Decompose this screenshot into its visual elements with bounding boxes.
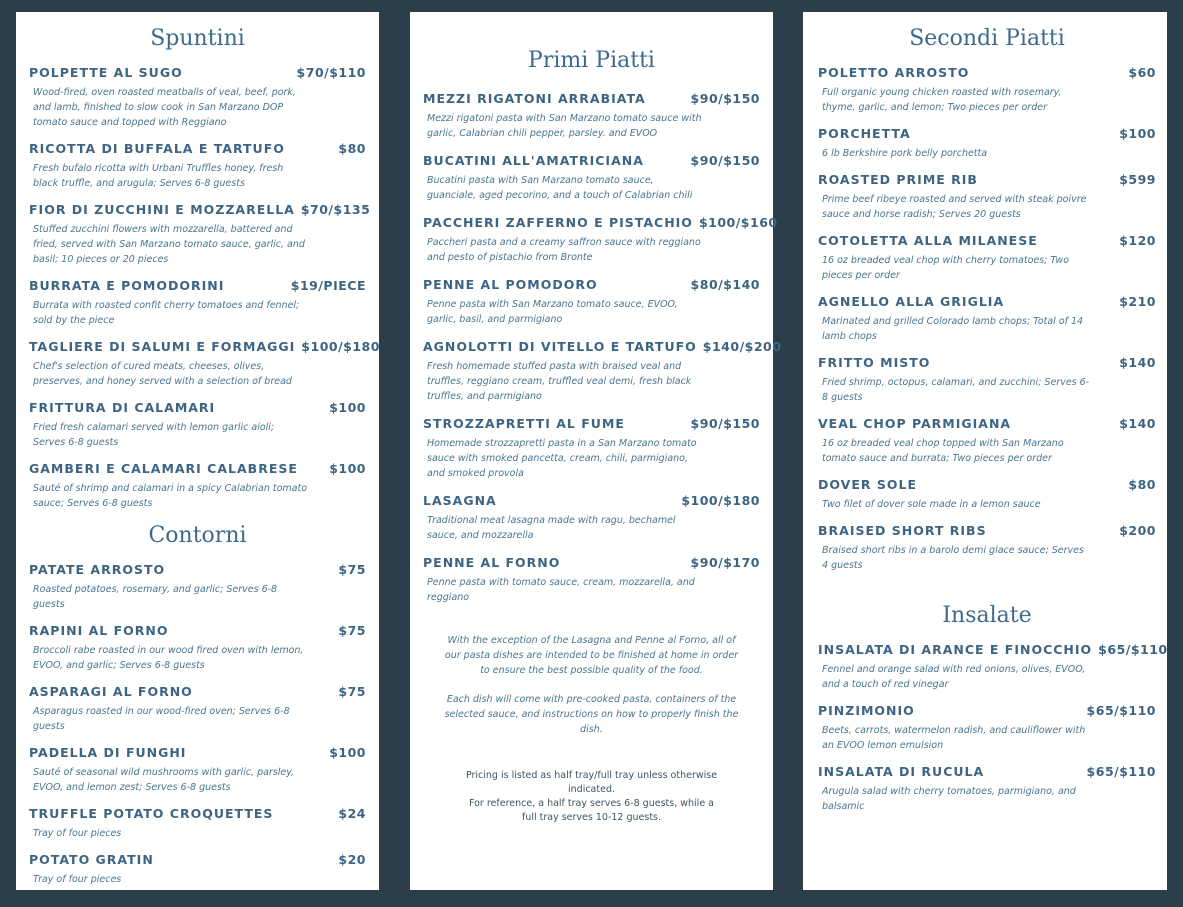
menu-item-description: Fresh homemade stuffed pasta with braised veal and truffles, reggiano cream, truffled veal demi, fresh black truffles, and parmigiano [427,361,692,402]
menu-item-name: GAMBERI E CALAMARI CALABRESE [29,461,298,476]
menu-item [29,461,366,511]
menu-item-price: $80 [1128,477,1156,492]
section-title-contorni: Contorni [148,523,247,548]
menu-item-header [818,294,1156,309]
menu-item-description: Fresh bufalo ricotta with Urbani Truffles honey, fresh black truffle, and arugula; Serves 6-8 guests [33,163,284,189]
menu-item-header [818,764,1156,779]
menu-item-price: $100/$160 [698,215,778,230]
menu-item-description: Full organic young chicken roasted with rosemary, thyme, garlic, and lemon; Two pieces per order [822,87,1062,113]
menu-item-price: $80 [338,141,366,156]
menu-item [423,493,760,543]
menu-item-name: INSALATA DI RUCULA [818,764,985,779]
menu-item [818,294,1156,344]
menu-item-name: DOVER SOLE [818,477,917,492]
menu-item [29,339,380,389]
menu-item [423,153,760,203]
menu-item-price: $90/$170 [690,555,760,570]
menu-item [818,355,1156,405]
menu-item-name: ASPARAGI AL FORNO [29,684,193,699]
menu-item-header [29,339,380,354]
menu-item-header [818,233,1156,248]
menu-item-description: Penne pasta with tomato sauce, cream, mozzarella, and reggiano [427,577,695,603]
menu-item-price: $599 [1119,172,1156,187]
menu-item-price: $100/$180 [301,339,380,354]
menu-item-description: Mezzi rigatoni pasta with San Marzano tomato sauce with garlic, Calabrian chili pepper, parsley. and EVOO [427,113,702,139]
section-title-secondi: Secondi Piatti [909,26,1065,51]
menu-item-name: BURRATA E POMODORINI [29,278,225,293]
menu-item-price: $70/$135 [300,202,371,217]
menu-item-description: 16 oz breaded veal chop topped with San Marzano tomato sauce and burrata; Two pieces per order [822,438,1064,464]
menu-item-description: Burrata with roasted confit cherry tomatoes and fennel; sold by the piece [33,300,300,326]
menu-item [423,91,760,141]
menu-item-price: $140/$200 [702,339,782,354]
menu-item-name: PADELLA DI FUNGHI [29,745,187,760]
menu-item-price: $75 [338,623,366,638]
menu-item-header [423,215,778,230]
menu-item-price: $140 [1119,416,1156,431]
secondi-list [818,65,1156,573]
menu-item-price: $90/$150 [690,416,760,431]
menu-item-header [29,562,366,577]
menu-item [423,277,760,327]
menu-item [29,684,366,734]
menu-item-header [423,91,760,106]
menu-item-price: $75 [338,562,366,577]
menu-item-header [818,355,1156,370]
menu-item [29,852,366,887]
pasta-note-finish: With the exception of the Lasagna and Penne al Forno, all of our pasta dishes are intended to be finished at home in order to ensure the best possible quality of the food. [444,635,739,676]
section-title-spuntini: Spuntini [150,26,245,51]
menu-item-header [29,400,366,415]
menu-item-description: Wood-fired, oven roasted meatballs of veal, beef, pork, and lamb, finished to slow cook in San Marzano DOP tomato sauce and topped with Reggiano [33,87,296,128]
section-title-primi: Primi Piatti [528,48,655,73]
menu-item-description: Sauté of shrimp and calamari in a spicy Calabrian tomato sauce; Serves 6-8 guests [33,483,308,509]
menu-item [818,523,1156,573]
menu-item-header [423,416,760,431]
menu-item [818,416,1156,466]
spuntini-list [29,65,380,511]
menu-item [29,141,366,191]
menu-item-price: $200 [1119,523,1156,538]
menu-item [818,126,1156,161]
menu-item-price: $19/PIECE [290,278,366,293]
menu-item-header [29,141,366,156]
menu-item [423,555,760,605]
menu-item-description: Paccheri pasta and a creamy saffron sauce with reggiano and pesto of pistachio from Bronte [427,237,701,263]
menu-item-header [818,172,1156,187]
menu-item-name: PENNE AL FORNO [423,555,561,570]
menu-item-name: BUCATINI ALL'AMATRICIANA [423,153,644,168]
menu-item-header [818,523,1156,538]
menu-item-description: Bucatini pasta with San Marzano tomato sauce, guanciale, aged pecorino, and a touch of Calabrian chili [427,175,693,201]
pricing-note [463,769,720,825]
insalate-list [818,642,1168,814]
menu-item-price: $20 [338,852,366,867]
menu-item-description: Asparagus roasted in our wood-fired oven; Serves 6-8 guests [33,706,290,732]
menu-item-name: COTOLETTA ALLA MILANESE [818,233,1038,248]
menu-item-name: PATATE ARROSTO [29,562,166,577]
menu-item-description: 16 oz breaded veal chop with cherry tomatoes; Two pieces per order [822,255,1069,281]
menu-item-name: POLETTO ARROSTO [818,65,970,80]
menu-item-description: Braised short ribs in a barolo demi glace sauce; Serves 4 guests [822,545,1084,571]
menu-item-name: FIOR DI ZUCCHINI E MOZZARELLA [29,202,295,217]
menu-item-header [818,416,1156,431]
menu-item-header [29,745,366,760]
menu-item-price: $100 [1119,126,1156,141]
menu-item-price: $60 [1128,65,1156,80]
menu-item [818,172,1156,222]
menu-item-name: ROASTED PRIME RIB [818,172,978,187]
pricing-note-line1: Pricing is listed as half tray/full tray unless otherwise indicated. [465,770,718,795]
menu-item-name: STROZZAPRETTI AL FUME [423,416,625,431]
menu-item-header [423,555,760,570]
menu-panel-middle [410,12,782,890]
menu-item-name: FRITTURA DI CALAMARI [29,400,216,415]
menu-item-header [29,852,366,867]
menu-item-name: PORCHETTA [818,126,911,141]
menu-item-description: Fried shrimp, octopus, calamari, and zucchini; Serves 6-8 guests [822,377,1090,403]
menu-item [29,400,366,450]
menu-item-price: $90/$150 [690,153,760,168]
menu-item-description: Stuffed zucchini flowers with mozzarella, battered and fried, served with San Marzano tomato sauce, garlic, and basil; 10 pieces or 20 pieces [33,224,305,265]
menu-item-name: RICOTTA DI BUFFALA E TARTUFO [29,141,285,156]
menu-item-price: $65/$110 [1098,642,1168,657]
menu-item [818,233,1156,283]
primi-list [423,91,782,605]
menu-item [818,477,1156,512]
menu-item [818,642,1168,692]
menu-item-description: Arugula salad with cherry tomatoes, parmigiano, and balsamic [822,786,1076,812]
menu-item-header [29,684,366,699]
menu-item [29,65,366,130]
menu-item-header [818,642,1168,657]
menu-panel-right [803,12,1167,890]
menu-item-description: Fennel and orange salad with red onions, olives, EVOO, and a touch of red vinegar [822,664,1086,690]
menu-item [818,65,1156,115]
menu-item-price: $65/$110 [1086,703,1156,718]
menu-item-price: $75 [338,684,366,699]
menu-item-price: $90/$150 [690,91,760,106]
menu-item-price: $140 [1119,355,1156,370]
menu-item-name: PINZIMONIO [818,703,915,718]
menu-item [423,215,778,265]
menu-item-name: VEAL CHOP PARMIGIANA [818,416,1012,431]
menu-item-name: TRUFFLE POTATO CROQUETTES [29,806,274,821]
menu-item-description: Roasted potatoes, rosemary, and garlic; Serves 6-8 guests [33,584,278,610]
menu-item [818,764,1156,814]
menu-item-description: 6 lb Berkshire pork belly porchetta [822,148,988,159]
menu-item-description: Tray of four pieces [33,828,122,839]
menu-item-name: INSALATA DI ARANCE E FINOCCHIO [818,642,1093,657]
menu-item [818,703,1156,753]
menu-item-name: POTATO GRATIN [29,852,154,867]
menu-item-price: $100 [329,461,366,476]
menu-item-header [29,278,366,293]
menu-item-description: Homemade strozzapretti pasta in a San Marzano tomato sauce with smoked pancetta, cream, chili, parmigiano, and smoked provola [427,438,697,479]
menu-item-header [818,65,1156,80]
menu-item-name: BRAISED SHORT RIBS [818,523,987,538]
menu-item-description: Marinated and grilled Colorado lamb chops; Total of 14 lamb chops [822,316,1084,342]
menu-item-price: $100 [329,400,366,415]
menu-item-name: AGNELLO ALLA GRIGLIA [818,294,1005,309]
menu-item-description: Broccoli rabe roasted in our wood fired oven with lemon, EVOO, and garlic; Serves 6-8 guests [33,645,304,671]
menu-item-description: Traditional meat lasagna made with ragu, bechamel sauce, and mozzarella [427,515,676,541]
menu-item-name: PACCHERI ZAFFERNO E PISTACHIO [423,215,693,230]
menu-item-price: $120 [1119,233,1156,248]
menu-item-price: $210 [1119,294,1156,309]
menu-item [29,278,366,328]
menu-item-header [818,126,1156,141]
menu-item-header [423,339,782,354]
menu-item-name: MEZZI RIGATONI ARRABIATA [423,91,646,106]
menu-item [29,806,366,841]
menu-item-header [423,277,760,292]
menu-item-name: RAPINI AL FORNO [29,623,169,638]
menu-item-header [29,65,366,80]
menu-item-header [818,477,1156,492]
menu-item-description: Fried fresh calamari served with lemon garlic aioli; Serves 6-8 guests [33,422,275,448]
menu-item-name: LASAGNA [423,493,497,508]
menu-item [29,623,366,673]
section-title-insalate: Insalate [942,603,1032,628]
menu-item [423,416,760,481]
menu-item-name: TAGLIERE DI SALUMI E FORMAGGI [29,339,296,354]
menu-item-price: $70/$110 [296,65,366,80]
menu-item-price: $65/$110 [1086,764,1156,779]
menu-item-description: Tray of four pieces [33,874,122,885]
menu-item-header [29,461,366,476]
menu-item-name: POLPETTE AL SUGO [29,65,183,80]
menu-item-price: $100/$180 [681,493,760,508]
menu-item [29,202,371,267]
menu-item-header [423,153,760,168]
menu-item [423,339,782,404]
pasta-note [423,633,760,737]
menu-item-name: FRITTO MISTO [818,355,931,370]
menu-item-description: Beets, carrots, watermelon radish, and cauliflower with an EVOO lemon emulsion [822,725,1086,751]
menu-item-price: $80/$140 [690,277,760,292]
menu-item-description: Penne pasta with San Marzano tomato sauce, EVOO, garlic, basil, and parmigiano [427,299,678,325]
menu-item-description: Prime beef ribeye roasted and served with steak poivre sauce and horse radish; Serves 20 guests [822,194,1087,220]
menu-item-price: $100 [329,745,366,760]
contorni-list [29,562,366,887]
menu-item [29,562,366,612]
menu-item-header [29,623,366,638]
menu-item-name: PENNE AL POMODORO [423,277,598,292]
menu-item-header [29,202,371,217]
menu-item-price: $24 [338,806,366,821]
menu-item-description: Chef's selection of cured meats, cheeses, olives, preserves, and honey served with a selection of bread [33,361,292,387]
menu-panel-left [16,12,379,890]
menu-item-description: Sauté of seasonal wild mushrooms with garlic, parsley, EVOO, and lemon zest; Serves 6-8 guests [33,767,295,793]
menu-item-name: AGNOLOTTI DI VITELLO E TARTUFO [423,339,697,354]
menu-item-header [818,703,1156,718]
pasta-note-packaging: Each dish will come with pre-cooked pasta, containers of the selected sauce, and instructions on how to properly finish the dish. [444,694,739,735]
menu-item-header [29,806,366,821]
menu-item-header [423,493,760,508]
menu-item [29,745,366,795]
menu-item-description: Two filet of dover sole made in a lemon sauce [822,499,1041,510]
pricing-note-line2: For reference, a half tray serves 6-8 guests, while a full tray serves 10-12 guests. [468,798,715,823]
